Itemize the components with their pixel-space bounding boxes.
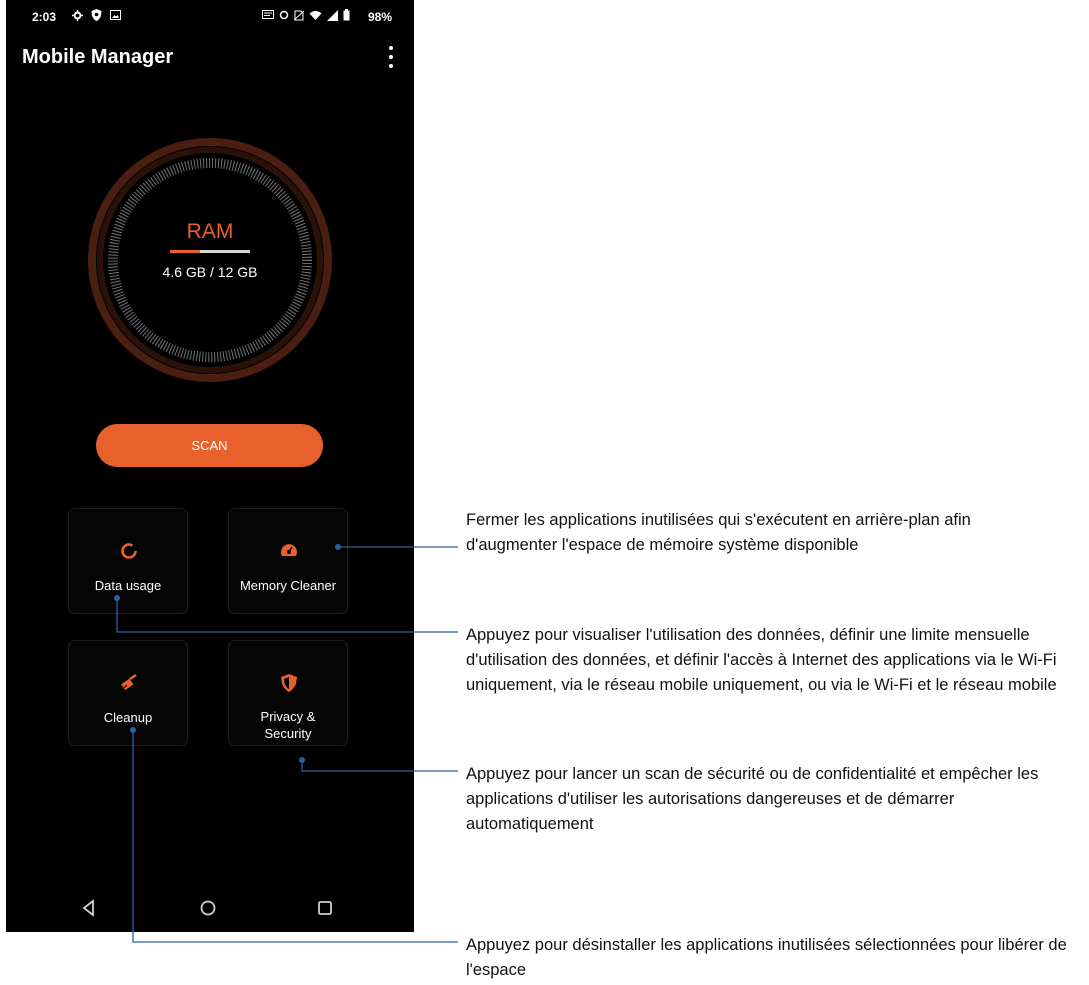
- recents-square-icon[interactable]: [315, 898, 335, 918]
- tile-label-privacy-security: Privacy & Security: [260, 709, 316, 741]
- status-time: 2:03: [32, 10, 57, 24]
- shield-icon: [279, 673, 299, 693]
- navigation-bar: [6, 890, 414, 926]
- more-vert-icon[interactable]: [384, 46, 398, 68]
- settings-gear-icon: [72, 10, 83, 21]
- battery-percent: 98%: [368, 10, 393, 24]
- ram-value: 4.6 GB / 12 GB: [162, 264, 258, 280]
- image-icon: [110, 10, 121, 20]
- tile-cleanup[interactable]: [68, 640, 188, 746]
- battery-icon: [343, 9, 350, 21]
- tile-memory-cleaner[interactable]: [228, 508, 348, 614]
- tile-privacy-security[interactable]: [228, 640, 348, 746]
- home-circle-icon[interactable]: [198, 898, 218, 918]
- annotation-cleanup: Appuyez pour désinstaller les applications inutilisées sélectionnées pour libérer de l'espace: [466, 936, 1067, 979]
- tile-label-memory-cleaner: Memory Cleaner: [239, 578, 337, 593]
- ram-label: RAM: [186, 220, 234, 243]
- data-usage-icon: [119, 541, 139, 561]
- scan-button[interactable]: SCAN: [96, 424, 323, 467]
- ram-usage-bar: [170, 250, 250, 253]
- status-bar: [6, 10, 414, 30]
- message-icon: [262, 10, 274, 20]
- tile-label-cleanup: Cleanup: [103, 710, 153, 725]
- annotation-memory-cleaner: Fermer les applications inutilisées qui s'exécutent en arrière-plan afin d'augmenter l'espace de mémoire système disponible: [466, 511, 971, 554]
- annotation-data-usage: Appuyez pour visualiser l'utilisation des données, définir une limite mensuelle d'utilisation des données, et définir l'accès à Internet des applications via le Wi-Fi uniquement, via le réseau mobile uniquement, ou via le Wi-Fi et le réseau mobile: [466, 626, 1057, 694]
- ram-usage-fill: [170, 250, 200, 253]
- annotation-privacy-security: Appuyez pour lancer un scan de sécurité ou de confidentialité et empêcher les applications d'utiliser les autorisations dangereuses et de démarrer automatiquement: [466, 765, 1039, 833]
- back-triangle-icon[interactable]: [79, 898, 99, 918]
- ram-gauge: [86, 136, 334, 384]
- tile-data-usage[interactable]: [68, 508, 188, 614]
- wifi-icon: [309, 10, 322, 20]
- speedometer-icon: [279, 541, 299, 561]
- shield-status-icon: [91, 9, 102, 21]
- phone-screen: [6, 0, 414, 932]
- broom-icon: [119, 673, 139, 693]
- tile-label-data-usage: Data usage: [94, 578, 162, 593]
- app-title: Mobile Manager: [22, 46, 174, 68]
- no-sim-icon: [294, 10, 304, 21]
- key-icon: [279, 10, 289, 20]
- signal-icon: [327, 10, 338, 21]
